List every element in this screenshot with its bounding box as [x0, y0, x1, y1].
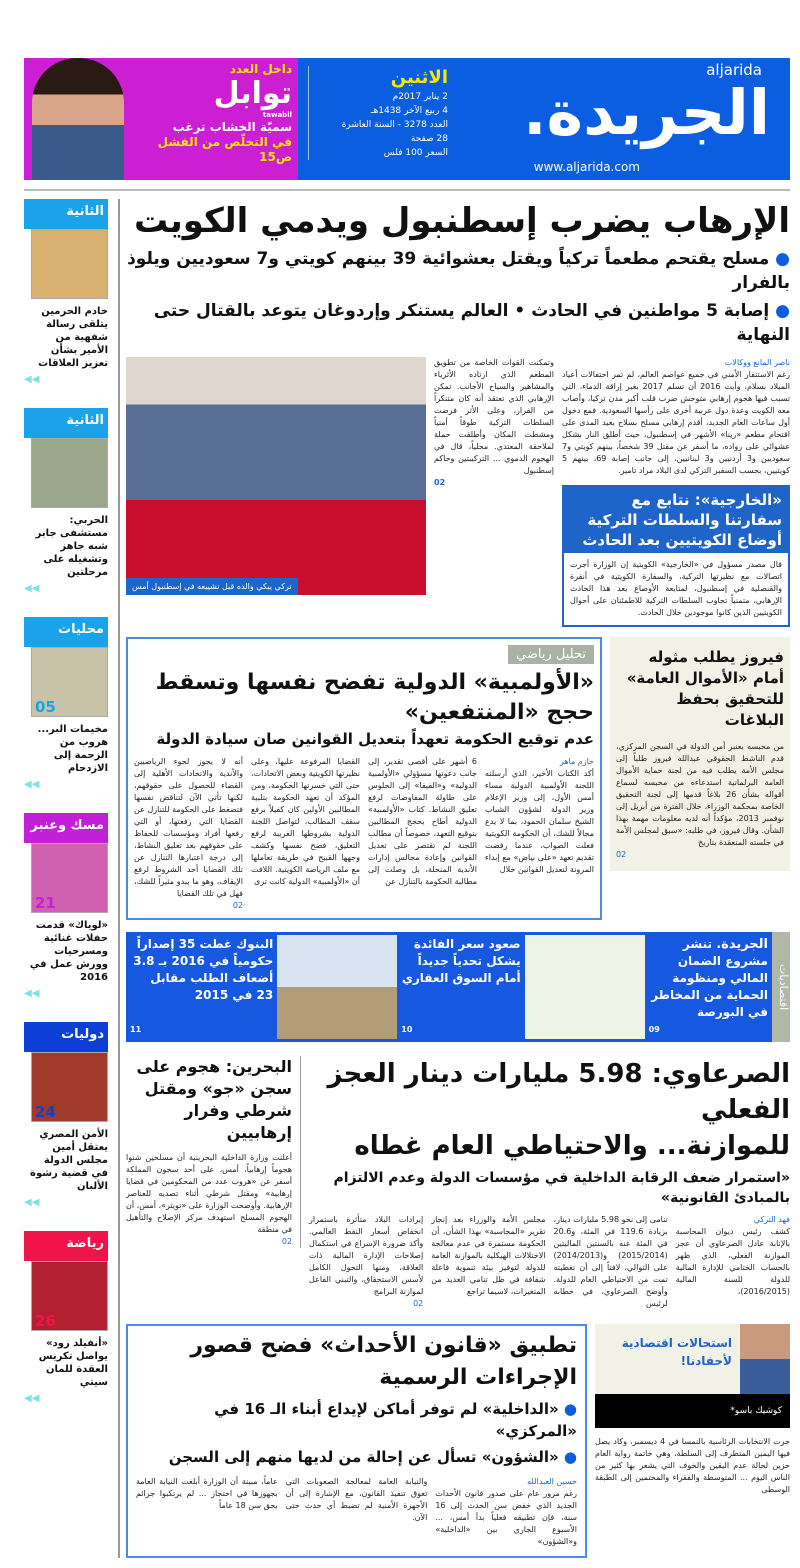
budget-story: [309, 1056, 790, 1310]
sidebar-teaser[interactable]: [24, 813, 108, 1000]
main-column: [118, 199, 790, 1558]
sidebar-teaser[interactable]: [24, 199, 108, 386]
page-ref: 11: [130, 1025, 142, 1034]
sidebar-teaser[interactable]: [24, 408, 108, 595]
teaser-image: [31, 438, 108, 508]
teaser-text: الحربي: مستشفى جابر شبه جاهز وتشغيله على مرحلتين: [35, 515, 108, 578]
teaser-image: [31, 1261, 108, 1331]
headline-line: الصرعاوي: 5.98 مليارات دينار العجز الفعلي: [327, 1059, 790, 1125]
brand-name: الجريدة.: [716, 937, 768, 952]
site-url[interactable]: www.aljarida.com: [533, 160, 640, 174]
promo-brand: توابل: [213, 76, 292, 111]
sidebar-teaser[interactable]: [24, 1231, 108, 1405]
masthead: [24, 58, 790, 180]
promo-banner[interactable]: [24, 58, 298, 180]
box-text: قال مصدر مسؤول في «الخارجية» الكويتية إن الوزارة أجرت اتصالات مع نظيرتها التركية، والسفارة الكويتية في أنقرة والقنصلية في إسطنبول، لمتابعة الأوضاع بعد هذا الحادث الإرهابي، متمنياً تجاوب السلطات التركية للاطمئنان على أحوال الكويتيين الذين كانوا موجودين خلال الحادث.: [570, 560, 782, 617]
bullet-text: مسلح يقتحم مطعماً تركياً ويقتل بعشوائية 39 بينهم كويتي و7 سعوديين ويلوذ بالفرار: [127, 249, 790, 293]
arrow-icon: ◀◀: [24, 1197, 40, 1208]
item-text: تنشر مشروع الضمان المالي ومنظومة الحماية من المخاطر في البورصة: [651, 937, 768, 1019]
bullet-icon: ●: [769, 301, 790, 321]
sidebar: [24, 199, 108, 1558]
bullet-text: «الشؤون» تسأل عن إحالة من لديها منهم إلى السجن: [168, 1448, 559, 1466]
fairouz-text: من محبسه بعنبر أمن الدولة في السجن المركزي، قدم الناشط الحقوقي عبدالله فيروز طلباً إلى مجلس الأمة يطلب فيه من لجنة حماية الأموال العامة البرلمانية استدعاءه من محبسه لسماع أقواله بشأن 26 بلاغاً قدمها إلى لجنة التحقيق الخاصة بمحكمة الوزراء، خلال الفترة من أبريل إلى نوفمبر 2013، مؤكداً أنه لديه معلومات مهمة بهذا الشأن. وقال فيروز، في طلبه: «سبق لمجلس الأمة في جلسته المنعقدة بتاريخ: [616, 742, 785, 847]
fourth-row: [126, 1324, 790, 1558]
economy-item[interactable]: [397, 932, 524, 1042]
fairouz-story: [610, 637, 790, 871]
promo-brand-latin: tawabil: [262, 111, 292, 119]
section-tag: محليات: [24, 617, 108, 647]
promo-inside: داخل العدد: [229, 62, 292, 76]
promo-line2: في التخلّص من الفشل ص15: [157, 135, 292, 164]
economy-item[interactable]: [645, 932, 772, 1042]
opinion-author: كوشيك باسو*: [595, 1394, 790, 1428]
foreign-ministry-box: [562, 485, 790, 627]
date-block: [308, 66, 448, 160]
lead-column-2: [434, 357, 554, 489]
juvenile-law-story: [126, 1324, 587, 1558]
sport-text: 6 أشهر على أقصى تقدير، إلى جانب دعوتها مسؤولي «الأولمبية الدولية» و«الفيفا» إلى الجلوس على طاولة المفاوضات لرفع تعليق النشاط. كتاب «الأولمبية» الدولية أطاح بحجج المطالبين بتوقيع التعهد، خصوصاً أن مطالب اللجنة لم تقتصر على تعديل القوانين وإعادة مجالس إدارات الأندية المنحلة، بل وصلت إلى مطالبة الحكومة بالتنازل عن: [368, 757, 477, 886]
arrow-icon: ◀◀: [24, 583, 40, 594]
price: السعر 100 فلس: [383, 148, 448, 158]
arrow-icon: ◀◀: [24, 1393, 40, 1404]
opinion-column[interactable]: [595, 1324, 790, 1496]
page-number: 26: [35, 1312, 56, 1330]
bullet-text: إصابة 5 مواطنين في الحادث • العالم يستنكر وإردوغان يتوعد بالقتال حتى النهاية: [153, 301, 790, 345]
page-ref[interactable]: 02: [616, 850, 627, 859]
sidebar-teaser[interactable]: [24, 617, 108, 791]
teaser-text: خادم الحرمين يتلقى رسالة شفهية من الأمير بشأن تعزيز العلاقات: [38, 306, 108, 369]
page-number: 21: [35, 894, 56, 912]
issue-number: العدد 3278 - السنة العاشرة: [341, 120, 448, 130]
sport-headline[interactable]: «الأولمبية» الدولية تفضح نفسها وتسقط حجج «المنتفعين»: [155, 670, 594, 725]
arrow-icon: ◀◀: [24, 374, 40, 385]
juvenile-text: رغم مرور عام على صدور قانون الأحداث الجديد الذي خفض سن الحدث إلى 16 سنة، فإن تطبيقه فعلياً بدأ أمس، ... الأسبوع الجاري بين «الداخلية» و«الشؤون»: [435, 1489, 577, 1546]
bullet-icon: ●: [558, 1400, 577, 1418]
teaser-image: [31, 647, 108, 717]
author-photo: [740, 1324, 790, 1394]
logo[interactable]: الجريدة.: [522, 76, 770, 149]
sport-byline: حازم ماهر: [559, 757, 594, 766]
arrow-icon: ◀◀: [24, 988, 40, 999]
section-tag: الثانية: [24, 199, 108, 229]
fairouz-headline[interactable]: فيروز يطلب مثوله أمام «الأموال العامة» للتحقيق بحفظ البلاغات: [626, 648, 784, 729]
gregorian-date: 2 يناير 2017م: [392, 92, 448, 102]
teaser-image: [31, 229, 108, 299]
page-ref[interactable]: 02: [232, 901, 243, 910]
budget-text: كشف رئيس ديوان المحاسبة بالإنابة عادل الصرعاوي أن عجز الموازنة الفعلي، الذي ظهر بالحساب الختامي للإدارة المالية للدولة للسنة المالية (2016/2015)،: [675, 1227, 790, 1296]
promo-verb: ترغب: [172, 120, 206, 134]
bahrain-headline[interactable]: البحرين: هجوم على سجن «جو» ومقتل شرطي وفرار إرهابيين: [136, 1057, 292, 1142]
lead-body: [126, 357, 790, 627]
bullet-text: «الداخلية» لم توفر أماكن لإيداع أبناء الـ 16 في «المركزي»: [214, 1400, 577, 1440]
section-tag: تحليل رياضي: [508, 645, 594, 664]
sidebar-teaser[interactable]: [24, 1022, 108, 1209]
opinion-title: استحالات اقتصادية لأحفادنا!: [621, 1336, 732, 1368]
sport-text: أنه لا يجوز لجوء الرياضيين والأندية والاتحادات الأهلية إلى القضاء للحصول على حقوقهم، لكنها تأتي الآن لتناقض نفسها فتضغط على الحكومة للتنازل عن القضايا التي رفعتها، أو التي رفعها أفراد ومؤسسات للحفاظ على حقوقهم بعد تعليق النشاط، إلى درجة اعتبارها التنازل عن تلك القضايا أحد الشروط لرفع الإيقاف، وهو ما يبدو مثيراً للشك، فهل في تلك القضايا: [134, 757, 243, 898]
teaser-text: «أنفيلد رود» يواصل تكريس العقدة للمان سيتي: [38, 1338, 108, 1388]
economy-label: اقتصاديات: [772, 932, 790, 1042]
budget-headline[interactable]: [309, 1056, 790, 1164]
lead-text: رغم الاستنفار الأمني في جميع عواصم العالم، لم تمر احتفالات أعياد الميلاد بسلام، وأبت 2016 أن تسلم 2017 بغير إراقة الدماء، التي تسبب فيها هجوم إرهابي متوحش ضرب قلب أكبر مدن تركيا، وأصاب معه الكويت وعدة دول عربية أخرى على رأسها السعودية. فمع دخول أول ساعات العام الجديد، أقدم إرهابي مسلح بسلاح بعيد المدى على اقتحام مطعم «رينا» الأشهر في إسطنبول، حيث أطلق النار بشكل عشوائي على رواده، ما أسفر عن مقتل 39 شخصاً، بينهم كويتي و7 سعوديين و3 أردنيين و3 لبنانيين، إلى جانب إصابة 69، بينهم 5 كويتيين، بحسب السفير التركي لدى البلاد مراد تامير.: [562, 370, 791, 475]
hijri-date: 4 ربيع الآخر 1438هـ: [370, 106, 448, 116]
page-count: 28 صفحة: [410, 134, 448, 144]
budget-text: إيرادات البلاد متأثرة باستمرار انخفاض أسعار النفط العالمي. وأكد ضرورة الإسراع في استكمال إصلاحات الإدارة المالية ذات العلاقة، ومنها التحول الكامل لأسس الاستحقاق، والتبني الفاعل لموازنة البرامج: [309, 1215, 424, 1296]
page-ref: 09: [648, 1025, 660, 1034]
lead-column-1: [562, 357, 790, 627]
lead-byline: ناصر المانع ووكالات: [724, 358, 790, 367]
juvenile-text: والنيابة العامة لمعالجة الصعوبات التي تعوق تنفيذ القانون، مع الإشارة إلى أن الأجهزة الأمنية لم تضبط أي حدث حتى الآن.: [285, 1477, 428, 1522]
sport-text: القضايا المرفوعة عليها، وعلى نظيرتها الكويتية وبعض الاتحادات، حتى التي خسرتها الحكومة، ومن المؤكد أن تعهد الحكومة بتلبية المطالبين الأولين كان كفيلاً برفع سقف المطالب، لتواصل اللجنة الدولية بشروطها الغريبة لرفع التعليق، فضح نفسها وكشف وجهها القبيح في طريقة تعاملها مع ملف الرياضة الكويتية. اللافت أن «الأولمبية» الدولية كانت ترى: [251, 757, 360, 886]
economy-item[interactable]: [126, 932, 277, 1042]
promo-name: سميّة الخشاب: [209, 120, 292, 134]
bahrain-text: أعلنت وزارة الداخلية البحرينية أن مسلحين شنوا هجوماً إرهابياً، أمس، على أحد سجون المملكة أسفر عن «هروب عدد من المحكومين في قضايا إرهابية» ومقتل شرطي أثناء تصديه للعناصر الإرهابية. وأوضحت الوزارة على «تويتر»، أمس، أن الهجوم المسلح استهدف مركز الإصلاح والتأهيل في منطقة: [126, 1153, 292, 1234]
sport-subheadline: عدم توقيع الحكومة تعهداً بتعديل القوانين صان سيادة الدولة: [156, 730, 594, 748]
page-number: 05: [35, 698, 56, 716]
juvenile-byline: حسين العبدالله: [527, 1477, 577, 1486]
masthead-brand: [298, 58, 790, 180]
item-text: البنوك غطت 35 إصداراً حكومياً في 2016 بـ 3.8 أضعاف الطلب مقابل 23 في 2015: [133, 937, 274, 1002]
page-ref[interactable]: 02: [434, 478, 446, 487]
page-ref[interactable]: 02: [413, 1299, 424, 1308]
juvenile-text: عاماً، مبينة أن الوزارة أبلغت النيابة العامة بجهوزها في احتجاز ... لم يرتكبوا جرائم بحق سن 18 عاماً: [135, 1477, 278, 1510]
skyline-image: [277, 935, 397, 1039]
section-tag: دوليات: [24, 1022, 108, 1052]
teaser-image: [31, 843, 108, 913]
budget-text: تنامى إلى نحو 5.98 مليارات دينار، بزيادة 119.6 في المئة، و20.6 في المئة عنه بالسنتين الماليتين (2015/2014) و(2014/2013) على التوالي، لافتاً إلى أن تغطيته تمت من الاحتياطي العام للدولة. وأوضح الصرعاوي، في خطابه لرئيس: [553, 1215, 668, 1308]
lead-bullet: [126, 299, 790, 347]
section-tag: مسك وعنبر: [24, 813, 108, 843]
section-tag: رياضة: [24, 1231, 108, 1261]
divider: [24, 189, 790, 191]
diagram-image: [525, 935, 645, 1039]
box-headline[interactable]: «الخارجية»: نتابع مع سفارتنا والسلطات التركية أوضاع الكويتيين بعد الحادث: [564, 487, 788, 553]
weekday: الاثنين: [390, 67, 448, 88]
teaser-text: مخيمات البر... هروب من الزحمة إلى الازدحام: [37, 724, 108, 774]
headline-line: للموازنة... والاحتياطي العام غطاه: [354, 1131, 790, 1161]
budget-text: مجلس الأمة والوزراء بعد إنجاز تقرير «المحاسبة» بهذا الشأن، أن الحكومة مستمرة في عدم معالجة الاختلالات الهيكلية بالموازنة العامة للدولة لتوفير بيئة تنموية فاعلة شفافة في ظل تنامي العديد من المتغيرات، لاسيما تراجع: [431, 1215, 546, 1296]
juvenile-headline[interactable]: تطبيق «قانون الأحداث» فضح قصور الإجراءات الرسمية: [190, 1333, 577, 1390]
sport-text: أكد الكتاب الأخير، الذي أرسلته اللجنة الأولمبية الدولية مساء أمس الأول، إلى وزير الإعلام وزير الدولة لشؤون الشباب الشيخ سلمان الحمود، بما لا يدع مجالاً للشك، أن الحكومة الكويتية فعلت الصواب، عندما رفضت تقديم تعهد «على بياض» مع إبداء المرونة لتعديل القوانين خلال: [485, 769, 594, 874]
page-ref: 10: [401, 1025, 413, 1034]
third-row: [126, 1056, 790, 1310]
logo-latin: aljarida: [706, 61, 762, 79]
teaser-text: الأمن المصري يعتقل أمين مجلس الدولة في قضية رشوة الألبان: [30, 1129, 108, 1192]
arrow-icon: ◀◀: [24, 779, 40, 790]
page-ref[interactable]: 02: [281, 1237, 292, 1246]
lead-photo: [126, 357, 426, 595]
budget-subheadline: «استمرار ضعف الرقابة الداخلية في مؤسسات الدولة وعدم الالتزام بالمبادئ القانونية»: [333, 1170, 790, 1206]
second-row: [126, 637, 790, 920]
section-tag: الثانية: [24, 408, 108, 438]
budget-body: [309, 1214, 790, 1310]
budget-byline: فهد التركي: [753, 1215, 790, 1224]
sport-analysis: [126, 637, 602, 920]
bullet-icon: ●: [558, 1448, 577, 1466]
lead-text-2: وتمكنت القوات الخاصة من تطويق المطعم الذي ارتاده الأثرياء والمشاهير والسياح الأجانب. تمكن الإرهابي الذي تعتقد أنه كان متنكراً من الفرار، وعلى الأثر فرضت السلطات التركية طوقاً أمنياً ومشطت المكان وأطلقت حملة لملاحقة المعتدي. محلياً، قال في الهجوم الدموي ... التركيبتين وحاكم إسطنبول: [434, 358, 554, 475]
bullet-icon: ●: [769, 249, 790, 269]
bahrain-story: [126, 1056, 301, 1248]
item-text: صعود سعر الفائدة يشكل تحدياً جديداً أمام السوق العقاري: [401, 937, 521, 985]
teaser-image: [31, 1052, 108, 1122]
teaser-text: «لوياك» قدمت حفلات غنائية ومسرحيات وورش عمل في 2016: [29, 920, 108, 983]
lead-headline[interactable]: الإرهاب يضرب إسطنبول ويدمي الكويت: [133, 201, 790, 241]
photo-caption: تركي يبكي والده قبل تشييعه في إسطنبول أمس: [126, 578, 298, 595]
promo-photo: [32, 58, 124, 180]
opinion-text: جرت الانتخابات الرئاسية بالنمسا في 4 ديسمبر، وكاد يصل فيها اليمين المتطرف إلى السلطة، وهي خاتمة رواية العام حزين لحالة عدم اليقين والخوف التي يشعر بها كثير من الناس اليوم ... المتوسطة والفقراء والمحتمين إلى الطبقة الوسطى: [595, 1437, 790, 1494]
lead-bullet: [126, 247, 790, 295]
economy-strip: [126, 932, 790, 1042]
page-number: 24: [35, 1103, 56, 1121]
